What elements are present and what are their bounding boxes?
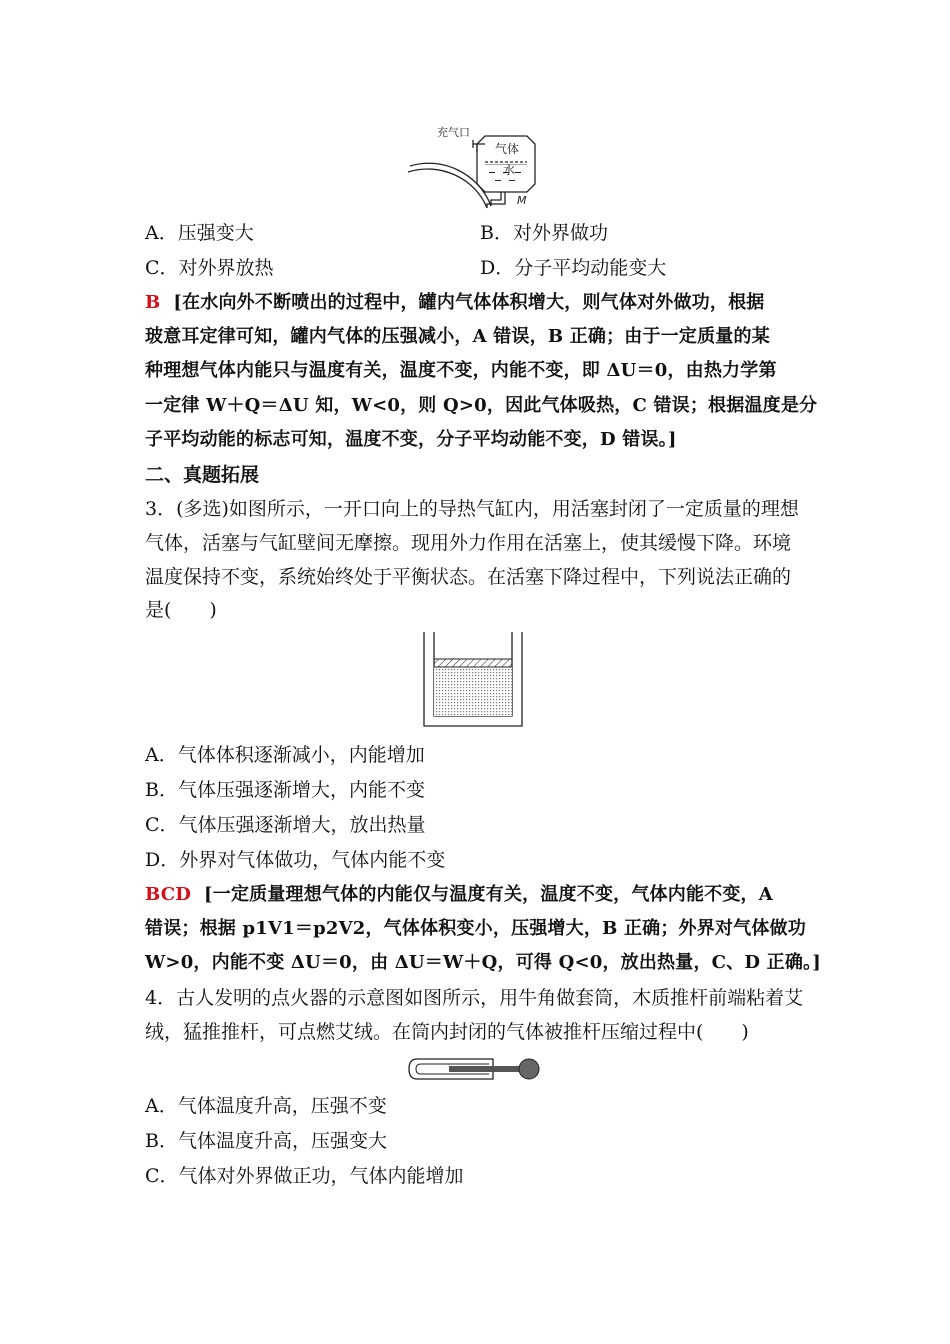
q3-explain-line-2: 错误；根据 p1V1＝p2V2，气体体积变小，压强增大，B 正确；外界对气体做功 xyxy=(145,918,806,939)
q2-option-d: D．分子平均动能变大 xyxy=(480,257,667,279)
section-title: 二、真题拓展 xyxy=(145,464,260,486)
q3-stem-line-3: 温度保持不变，系统始终处于平衡状态。在活塞下降过程中，下列说法正确的 xyxy=(145,566,792,588)
q2-explain-line-3: 种理想气体内能只与温度有关，温度不变，内能不变，即 ΔU＝0，由热力学第 xyxy=(145,360,777,381)
q2-option-c: C．对外界放热 xyxy=(145,257,274,279)
q3-explain-line-3: W>0，内能不变 ΔU＝0，由 ΔU＝W＋Q，可得 Q<0，放出热量，C、D 正确。] xyxy=(145,952,821,973)
q4-option-c: C．气体对外界做正功，气体内能增加 xyxy=(145,1165,464,1187)
hose xyxy=(408,163,491,208)
q4-stem-line-2: 绒，猛推推杆，可点燃艾绒。在筒内封闭的气体被推杆压缩过程中( ) xyxy=(145,1021,749,1043)
q3-stem-line-2: 气体，活塞与气缸壁间无摩擦。现用外力作用在活塞上，使其缓慢下降。环境 xyxy=(145,532,792,554)
q4-stem-line-1: 4．古人发明的点火器的示意图如图所示，用牛角做套筒，木质推杆前端粘着艾 xyxy=(145,987,804,1009)
q3-stem-line-1: 3．(多选)如图所示，一开口向上的导热气缸内，用活塞封闭了一定质量的理想 xyxy=(145,498,799,520)
q2-answer: B xyxy=(145,292,161,313)
q3-answer: BCD xyxy=(145,884,192,905)
cylinder-figure xyxy=(418,630,528,730)
q3-stem-line-4: 是( ) xyxy=(145,599,217,621)
piston xyxy=(434,659,512,667)
gas-region xyxy=(434,667,512,716)
q2-explain-line-4: 一定律 W＋Q＝ΔU 知，W<0，则 Q>0，因此气体吸热，C 错误；根据温度是分 xyxy=(145,395,818,416)
label-m: M xyxy=(517,194,527,207)
rod-knob xyxy=(519,1059,539,1079)
q2-option-row-2 xyxy=(145,256,667,280)
q2-option-row-1 xyxy=(145,221,608,245)
q3-explain-line-1 xyxy=(145,883,773,907)
q3-explain-text-1: [一定质量理想气体的内能仅与温度有关，温度不变，气体内能不变，A xyxy=(204,884,773,905)
q3-option-b: B．气体压强逐渐增大，内能不变 xyxy=(145,779,425,801)
q2-explain-line-5: 子平均动能的标志可知，温度不变，分子平均动能不变，D 错误。] xyxy=(145,429,677,450)
spray-tank-figure xyxy=(405,122,550,210)
label-gas: 气体 xyxy=(495,142,520,156)
label-water: 水 xyxy=(503,163,516,177)
q3-option-c: C．气体压强逐渐增大，放出热量 xyxy=(145,814,426,836)
fire-piston-figure xyxy=(405,1055,545,1085)
push-rod xyxy=(449,1066,525,1072)
label-inlet: 充气口 xyxy=(437,126,470,139)
q2-explain-line-1 xyxy=(145,291,764,315)
q3-option-d: D．外界对气体做功，气体内能不变 xyxy=(145,849,446,871)
q4-option-b: B．气体温度升高，压强变大 xyxy=(145,1130,387,1152)
q2-explain-text-1: [在水向外不断喷出的过程中，罐内气体体积增大，则气体对外做功，根据 xyxy=(173,292,765,313)
q4-option-a: A．气体温度升高，压强不变 xyxy=(145,1095,387,1117)
q2-explain-line-2: 玻意耳定律可知，罐内气体的压强减小，A 错误，B 正确；由于一定质量的某 xyxy=(145,326,770,347)
q2-option-b: B．对外界做功 xyxy=(480,222,608,244)
q3-option-a: A．气体体积逐渐减小，内能增加 xyxy=(145,744,425,766)
q2-option-a: A．压强变大 xyxy=(145,222,254,244)
outlet-pipe xyxy=(487,192,505,208)
